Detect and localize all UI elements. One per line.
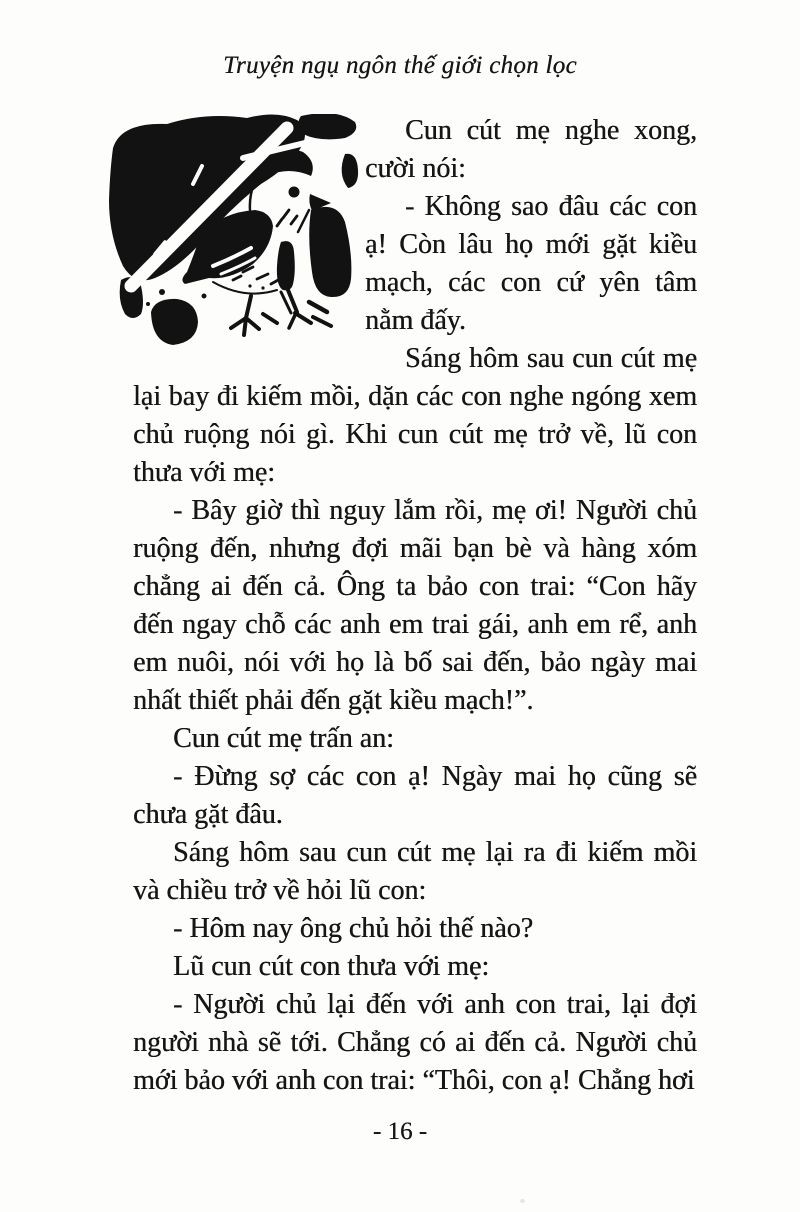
story-text	[133, 112, 697, 1100]
story-paragraph: Sáng hôm sau cun cút mẹ lại ra đi kiếm mồi và chiều trở về hỏi lũ con:	[133, 837, 697, 906]
page-number: - 16 -	[372, 1118, 428, 1145]
story-paragraph: - Không sao đâu các con ạ! Còn lâu họ mới gặt kiều mạch, các con cứ yên tâm nằm đấy.	[365, 191, 697, 336]
illustration-container	[133, 112, 365, 364]
story-paragraph: Lũ cun cút con thưa với mẹ:	[173, 951, 490, 982]
story-paragraph: Cun cút mẹ trấn an:	[173, 723, 394, 754]
story-paragraph: Sáng hôm sau cun cút mẹ lại bay đi kiếm mồi, dặn các con nghe ngóng xem chủ ruộng nói gì. Khi cun cút mẹ trở về, lũ con thưa với mẹ:	[133, 343, 697, 488]
scan-speck	[520, 1199, 525, 1203]
story-paragraph: - Hôm nay ông chủ hỏi thế nào?	[173, 913, 534, 944]
story-paragraph: - Bây giờ thì nguy lắm rồi, mẹ ơi! Người chủ ruộng đến, nhưng đợi mãi bạn bè và hàng xóm chẳng ai đến cả. Ông ta bảo con trai: “Con hãy đến ngay chỗ các anh em trai gái, anh em rể, anh em nuôi, nói với họ là bố sai đến, bảo ngày mai nhất thiết phải đến gặt kiều mạch!”.	[133, 495, 697, 716]
story-paragraph: Cun cút mẹ nghe xong, cười nói:	[365, 115, 697, 184]
story-paragraph: - Đừng sợ các con ạ! Ngày mai họ cũng sẽ chưa gặt đâu.	[133, 761, 697, 830]
running-head: Truyện ngụ ngôn thế giới chọn lọc	[223, 52, 577, 79]
quail-ink-illustration	[105, 114, 360, 346]
story-paragraph: - Người chủ lại đến với anh con trai, lại đợi người nhà sẽ tới. Chẳng có ai đến cả. Người chủ mới bảo với anh con trai: “Thôi, con ạ! Chẳng hơi	[133, 989, 697, 1096]
